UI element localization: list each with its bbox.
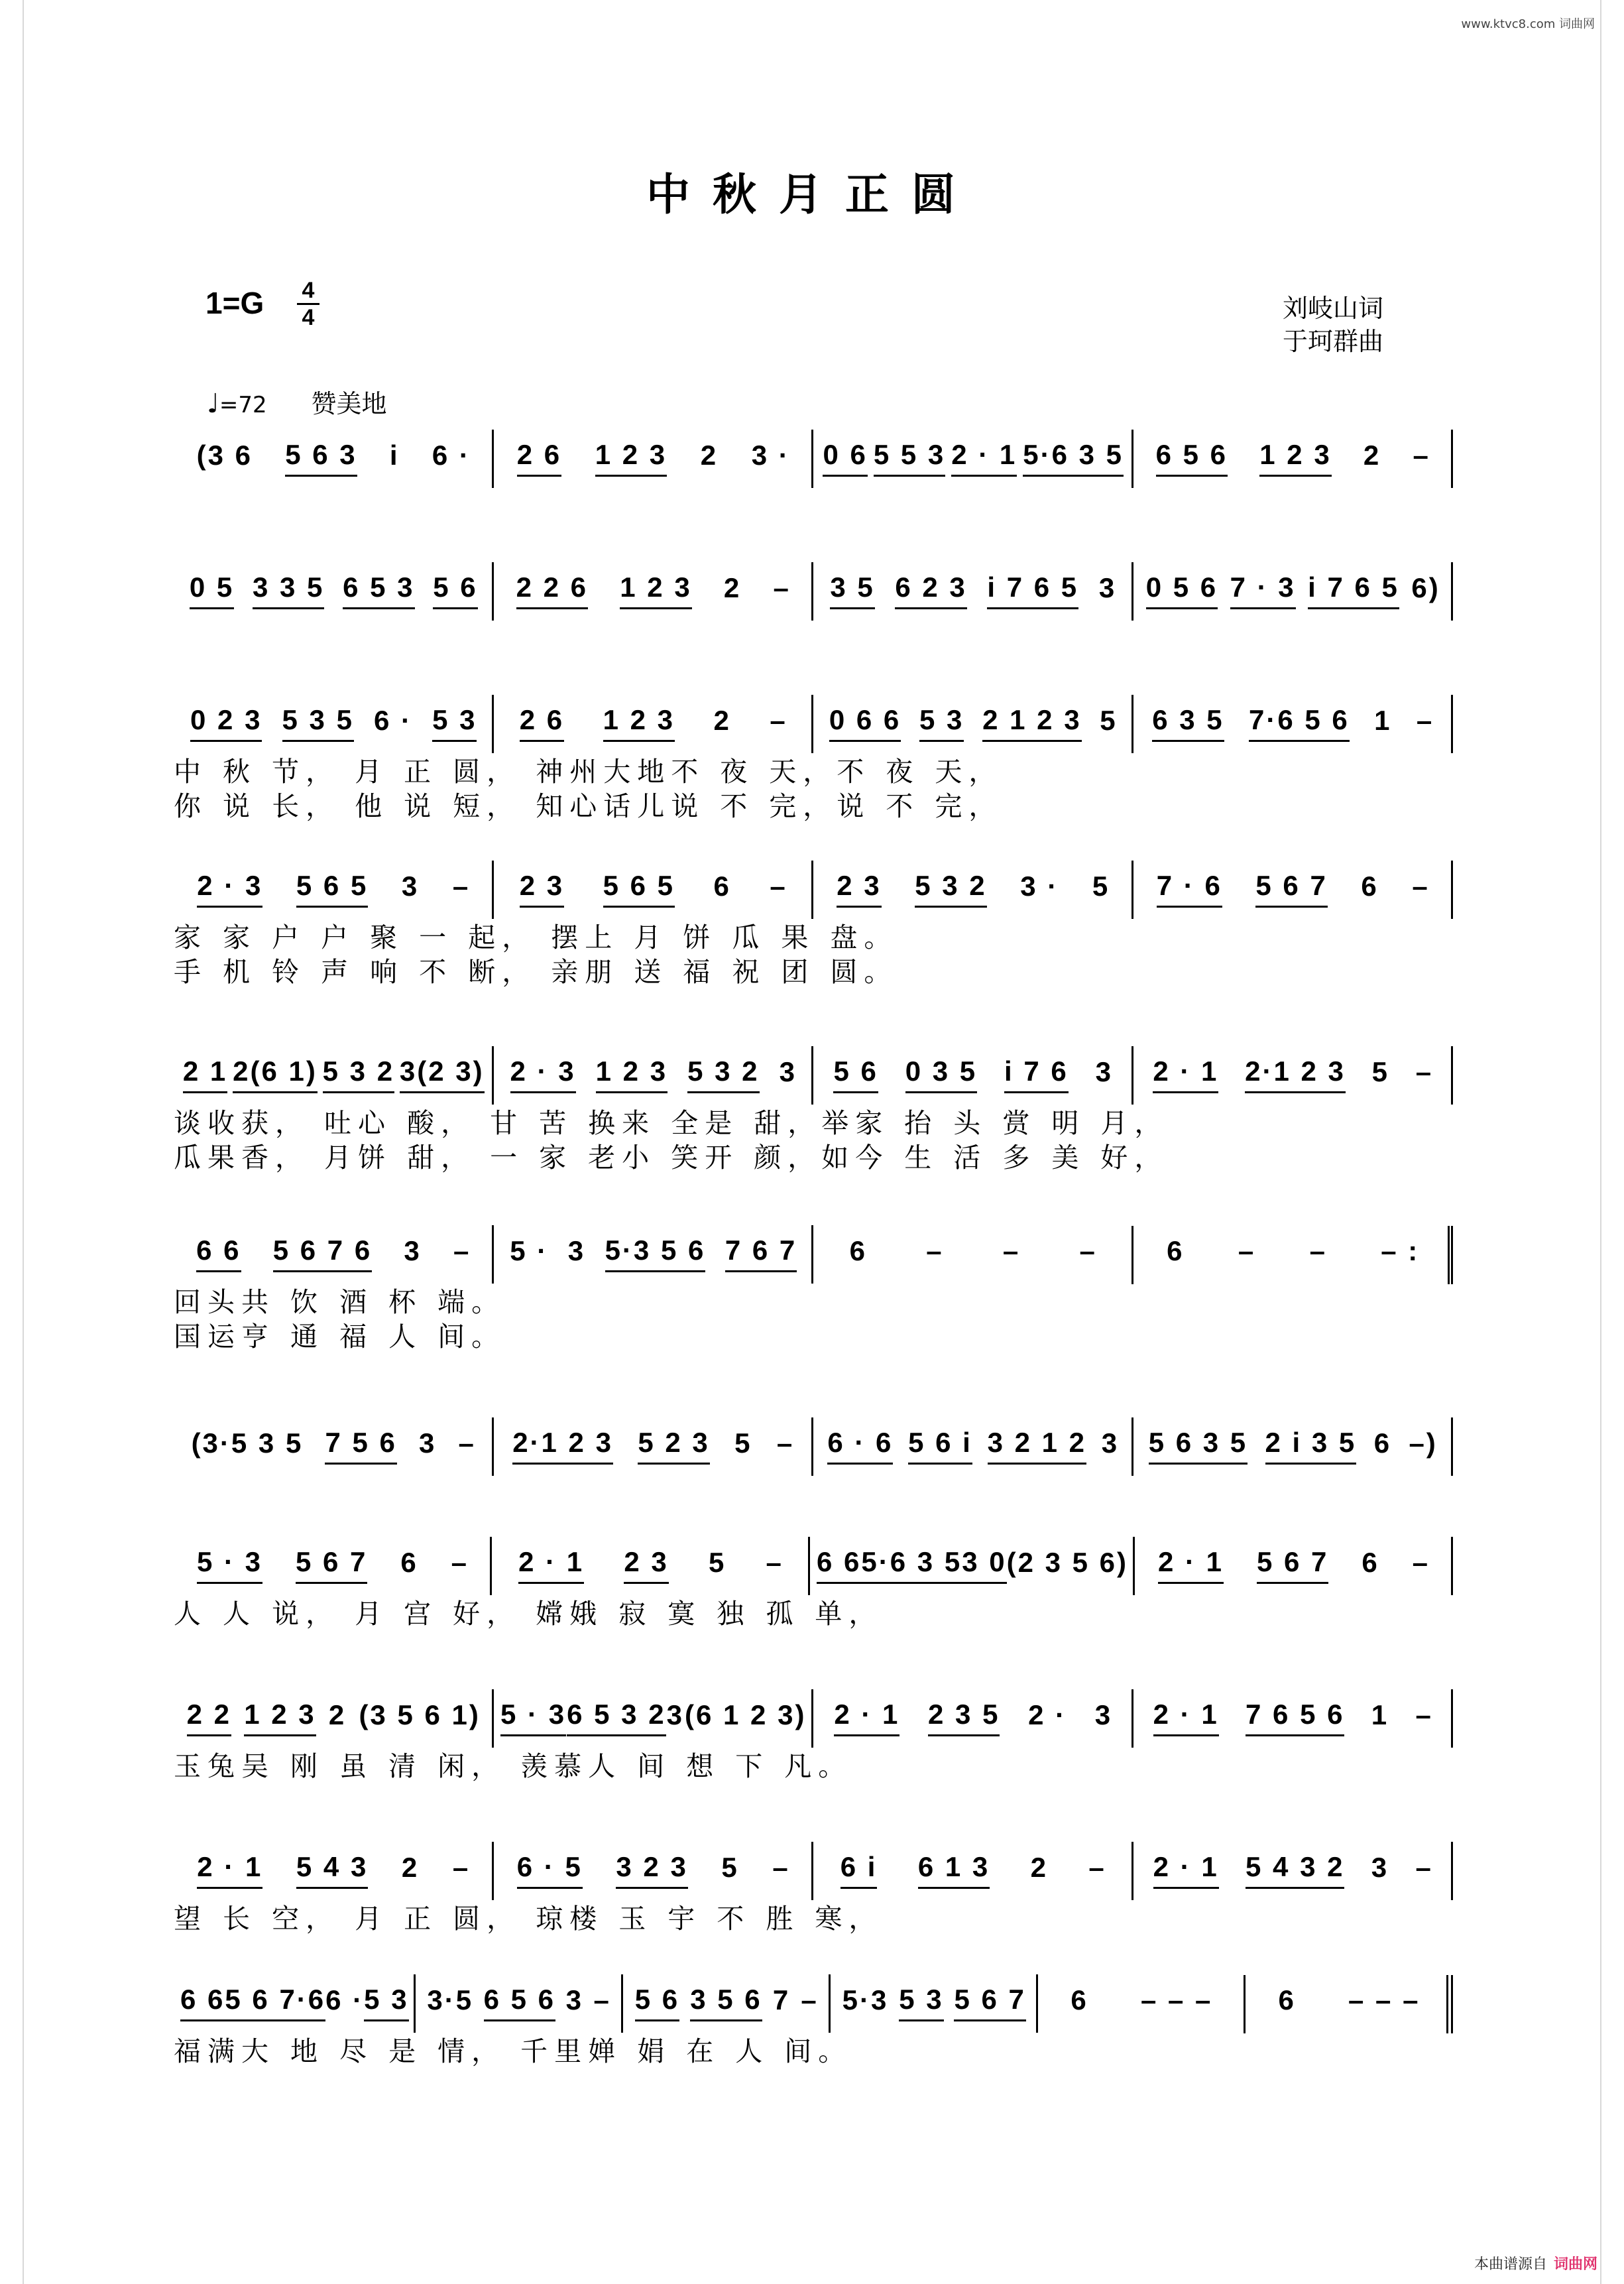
note-group: 5 3 [899,1984,943,2021]
measure [813,571,1133,609]
tempo-marking [207,383,386,420]
note-group: 3 [1098,572,1117,603]
note-group: 5 6 7 [954,1984,1025,2021]
note-group: 0 6 [823,439,867,477]
right-margin-strip [1600,0,1624,2284]
site-watermark-top[interactable]: www.ktvc8.com 词曲网 [1461,17,1595,31]
note-group: 5 · 3 [500,1699,566,1736]
note-group: – [926,1235,944,1266]
note-group: 2 [401,1852,420,1883]
expression-marking: 赞美地 [311,389,387,418]
note-group: – [1412,1547,1430,1578]
note-group: 6 i [841,1851,878,1889]
note-group: 3 5 6 [690,1984,762,2021]
note-group: 2 [700,440,719,471]
measure [494,704,814,742]
note-group: 6 6 [196,1234,241,1272]
note-group: i [389,440,400,471]
note-group: 3 [404,1235,422,1266]
score-system [174,1233,1453,1354]
note-group: 2 [1363,440,1381,471]
note-group: – [458,1427,476,1459]
note-group: i 7 6 [1004,1055,1069,1093]
note-group: 6 · 6 [827,1427,893,1465]
note-group: 3 · [751,440,790,471]
note-group: 2 1 [183,1055,227,1093]
note-group: 5 6 [433,571,477,609]
note-group: 5 3 [364,1984,408,2021]
lyric-line: 望 长 空， 月 正 圆， 琼楼 玉 宇 不 胜 寒， [174,1903,883,1935]
note-group: 3 [1371,1852,1389,1883]
note-group: 2 6 [520,704,564,742]
note-group: 2 6 [517,439,561,477]
note-group: 3 [666,1699,684,1730]
note-group: 2 3 [624,1546,668,1584]
note-group: 6 · [432,440,471,471]
note-group: 6 5 6 [484,1984,555,2021]
note-group: – [451,1547,469,1578]
tempo-value: =72 [219,392,267,418]
note-group: 2 1 2 3 [982,704,1081,742]
note-group: (3·5 3 5 [191,1427,304,1459]
note-group: – [1309,1235,1327,1266]
notation-row [174,1697,1453,1737]
note-group: – [453,1235,471,1266]
note-group: 3 [419,1427,437,1459]
notation-row [174,1982,1453,2022]
note-group: 6 5 3 [343,571,414,609]
note-group: 2 · 1 [1153,1699,1219,1736]
site-brand[interactable]: 词曲网 [1553,2256,1597,2273]
note-group: 5 3 2 [323,1055,394,1093]
notation-row [174,1850,1453,1890]
note-group: 3 [401,871,420,902]
note-group: 5·3 [842,1984,889,2015]
measure [1133,1851,1454,1889]
note-group: – [776,1427,795,1459]
note-group: 5 [1371,1056,1389,1087]
note-group: 7·6 5 6 [1249,704,1350,742]
note-group: 5 · 3 [197,1546,262,1584]
note-group: 5 [734,1427,752,1459]
note-group: 6 [1167,1235,1185,1266]
note-group: 2·1 2 3 [1245,1055,1346,1093]
note-group: 5 6 7 [1255,870,1327,908]
note-group: i 7 6 5 [1308,571,1399,609]
note-group: – [1238,1235,1256,1266]
lyric-line: 手 机 铃 声 响 不 断， 亲朋 送 福 祝 团 圆。 [174,956,898,988]
measure [831,1984,1038,2021]
note-group: 5 3 2 [687,1055,759,1093]
note-group: 3 2 1 2 [988,1427,1086,1465]
note-group: 3 2 3 [616,1851,687,1889]
note-group: i 7 6 5 [987,571,1078,609]
note-group: 5 6 7 [1257,1546,1328,1584]
time-signature-bottom: 4 [302,305,315,330]
measure [174,1851,494,1889]
note-group: 3 · [1020,871,1059,902]
note-group: 1 2 3 [596,1055,667,1093]
note-group: 2 [713,705,731,736]
note-group: 5 6 3 [285,439,357,477]
note-group: 5 6 [833,1055,878,1093]
note-group: 3 [567,1235,586,1266]
note-group: 2 i 3 5 [1265,1427,1357,1465]
note-group: – [1415,1852,1433,1883]
note-group: – [770,871,787,902]
note-group: 1 2 3 [595,439,667,477]
score-system [174,438,1453,477]
note-group: 3 [1101,1427,1120,1459]
note-group: 1 2 3 [244,1699,316,1736]
note-group: 7 6 7 [725,1234,797,1272]
note-group: 2 · 1 [518,1546,584,1584]
note-group: 6 [849,1235,867,1266]
quarter-note-icon: ♩ [207,389,219,419]
note-group: 3 [565,1984,583,2015]
measure [813,1055,1133,1093]
note-group: 6 5 3 2 [567,1699,666,1736]
measure [1133,1427,1454,1465]
lyrics-block [174,754,1453,823]
lyrics-block [174,1749,1453,1783]
measure [813,870,1133,908]
note-group: 5 6 i [908,1427,972,1465]
note-group: 5 [721,1852,739,1883]
measure [1246,1984,1453,2020]
measure [174,1984,416,2021]
score-system [174,570,1453,610]
score-system [174,1425,1453,1465]
note-group: 6 5 6 [1156,439,1228,477]
note-group: 5 6 3 5 [1149,1427,1247,1465]
lyric-line: 谈收获， 吐心 酸， 甘 苦 换来 全是 甜，举家 抬 头 赏 明 月， [174,1107,1169,1139]
measure [492,1546,810,1584]
note-group: 5 4 3 [296,1851,368,1889]
note-group: 1 [1374,705,1392,736]
measure [813,439,1133,477]
source-note: 本曲谱源自 [1474,2256,1547,2273]
note-group: 7 · 3 [1230,571,1296,609]
score-system [174,1850,1453,1936]
note-group: 2 [723,572,742,603]
lyric-line: 人 人 说， 月 宫 好， 嫦娥 寂 寞 独 孤 单， [174,1598,883,1630]
measure [494,1699,814,1736]
note-group: 6 [1071,1984,1088,2015]
note-group: 3 3 5 [253,571,324,609]
note-group: 2 [328,1699,347,1730]
note-group: 2(6 1) [233,1055,318,1093]
measure [494,1055,814,1093]
measure [174,1234,494,1272]
note-group: 2 · 3 [510,1055,576,1093]
note-group: 5 6 5 [296,870,368,908]
song-title: 中秋月正圆 [646,168,978,220]
measure [494,1851,814,1889]
notation-row [174,1233,1453,1273]
note-group: – [1413,440,1430,471]
note-group: – [452,871,471,902]
note-group: 5 5 3 [874,439,945,477]
lyricist-credit: 刘岐山词 [1283,294,1384,323]
left-margin-strip [0,0,24,2284]
lyric-line: 瓜果香， 月饼 甜， 一 家 老小 笑开 颜，如今 生 活 多 美 好， [174,1142,1169,1173]
note-group: 2 · 1 [834,1699,899,1736]
note-group: 6) [1411,572,1440,603]
lyric-line: 你 说 长， 他 说 短， 知心话儿说 不 完，说 不 完， [174,790,1003,822]
note-group: 7 [772,1984,791,2015]
note-group: 1 2 3 [603,704,675,742]
measure [416,1984,623,2021]
note-group: 2 3 [520,870,564,908]
note-group: 6 1 3 [918,1851,990,1889]
lyric-line: 玉兔吴 刚 虽 清 闲， 羡慕人 间 想 下 凡。 [174,1750,852,1782]
note-group: –) [1409,1427,1438,1459]
note-group: 6 [713,871,731,902]
note-group: 2 · 3 [197,870,262,908]
score-system [174,869,1453,989]
note-group: 5 · [510,1235,549,1266]
note-group: 3(2 3) [400,1055,485,1093]
note-group: 3 [1094,1699,1113,1730]
note-group: 6 · 5 [517,1851,583,1889]
note-group: 6 6 [817,1546,861,1584]
measure [1133,439,1454,477]
measure [494,870,814,908]
measure [174,704,494,742]
note-group: – [1079,1235,1097,1266]
note-group: 6 6 [180,1984,225,2021]
measure [1133,1055,1454,1093]
key-signature: 1=G [205,286,264,320]
note-group: 1 [1371,1699,1389,1730]
note-group: 2 · [1028,1699,1067,1730]
note-group: 2 · 1 [1153,1055,1218,1093]
note-group: 2·1 2 3 [512,1427,613,1465]
measure [813,704,1133,742]
score-system [174,1697,1453,1783]
measure [494,1234,814,1272]
measure [1133,571,1454,609]
notation-row [174,570,1453,610]
measure [1135,1546,1453,1584]
lyrics-block [174,2034,1453,2069]
note-group: – [1412,871,1430,902]
note-group: 2 · 1 [197,1851,262,1889]
note-group: 5 [1100,705,1118,736]
measure [1133,870,1454,908]
note-group: 0 2 3 [190,704,262,742]
note-group: 5 6 7 [296,1546,367,1584]
measure [1133,1235,1454,1271]
lyric-line: 回头共 饮 酒 杯 端。 [174,1286,506,1318]
note-group: – [1088,1852,1106,1883]
time-signature-top: 4 [302,278,315,303]
note-group: 0 3 5 [905,1055,977,1093]
lyrics-block [174,1106,1453,1175]
notation-row [174,438,1453,477]
note-group: 2 · 1 [1158,1546,1224,1584]
note-group: 0 5 6 [1146,571,1218,609]
note-group: – [772,1852,790,1883]
measure [623,1984,831,2021]
note-group: – – – [1348,1984,1421,2015]
lyrics-block [174,1901,1453,1936]
measure [813,1699,1133,1736]
note-group: – [1416,705,1434,736]
measure [1133,1699,1454,1736]
note-group: – [1002,1235,1021,1266]
note-group: – [770,705,787,736]
note-group: 3 0 [962,1546,1006,1584]
measure [1038,1984,1246,2020]
measure [813,1427,1133,1465]
credits [1283,292,1383,358]
note-group: – [801,1984,819,2015]
lyrics-block [174,920,1453,989]
notation-row [174,1054,1453,1094]
note-group: 2 · 1 [951,439,1017,477]
note-group: 5 3 [919,704,964,742]
notation-row [174,703,1453,743]
note-group: – [766,1547,783,1578]
note-group: 5 6 7·6 [225,1984,325,2021]
note-group: 7 5 6 [325,1427,396,1465]
note-group: 2 2 6 [516,571,588,609]
note-group: 6 [1373,1427,1392,1459]
note-group: 5·3 5 6 [605,1234,706,1272]
lyrics-block [174,1596,1453,1631]
lyric-line: 国运亨 通 福 人 间。 [174,1321,506,1352]
score-system [174,1545,1453,1631]
measure [174,1699,494,1736]
notation-row [174,1545,1453,1585]
note-group: 6 · [325,1984,365,2015]
note-group: 3 [779,1056,797,1087]
lyric-line: 福满大 地 尽 是 情， 千里婵 娟 在 人 间。 [174,2035,852,2067]
notation-row [174,1425,1453,1465]
time-signature [297,278,319,330]
note-group: (3 5 6 1) [359,1699,481,1730]
note-group: 6 2 3 [895,571,966,609]
note-group: 6 [1362,1547,1379,1578]
note-group: 2 [1030,1852,1048,1883]
note-group: 0 6 6 [829,704,901,742]
note-group: 6 · [374,705,413,736]
note-group: 7 6 5 6 [1246,1699,1344,1736]
note-group: 3 [1095,1056,1114,1087]
note-group: – [1415,1699,1433,1730]
lyric-line: 中 秋 节， 月 正 圆， 神州大地不 夜 天，不 夜 天， [174,756,1003,788]
note-group: 5 [708,1547,726,1578]
note-group: 6 [1361,871,1379,902]
note-group: 0 5 [190,571,234,609]
note-group: 6 3 5 [1152,704,1224,742]
measure [174,439,494,477]
measure [174,571,494,609]
composer-credit: 于珂群曲 [1283,327,1384,356]
note-group: – [773,572,791,603]
note-group: 3·5 [427,1984,474,2015]
note-group: 5 6 7 6 [273,1234,372,1272]
note-group: (2 3 5 6) [1006,1547,1128,1578]
site-watermark-bottom[interactable] [1474,2253,1597,2273]
note-group: 1 2 3 [1259,439,1331,477]
note-group: (6 1 2 3) [685,1699,807,1730]
note-group: 5 3 [432,704,477,742]
measure [174,1055,494,1093]
note-group: – [452,1852,471,1883]
note-group: 5·6 3 5 [861,1546,962,1584]
measure [494,439,814,477]
measure [813,1851,1133,1889]
note-group: 2 · 1 [1153,1851,1219,1889]
measure [174,1546,492,1584]
note-group: 5 4 3 2 [1246,1851,1344,1889]
note-group: (3 6 [196,440,253,471]
note-group: 7 · 6 [1157,870,1222,908]
note-group: 5 [1092,871,1110,902]
note-group: 6 [400,1547,418,1578]
measure [174,1427,494,1465]
note-group: 2 2 [187,1699,231,1736]
measure [810,1546,1135,1584]
note-group: – – – [1140,1984,1213,2015]
note-group: 5·6 3 5 [1023,439,1124,477]
note-group: 1 2 3 [620,571,691,609]
note-group: 5 3 2 [915,870,986,908]
measure [813,1235,1133,1271]
note-group: – [1415,1056,1434,1087]
measure [174,870,494,908]
note-group: – [593,1984,611,2015]
note-group: 3 5 [830,571,874,609]
note-group: 6 [1278,1984,1296,2015]
measure [1133,704,1454,742]
note-group: 5 2 3 [638,1427,709,1465]
note-group: 2 3 5 [928,1699,1000,1736]
lyrics-block [174,1285,1453,1354]
score-system [174,1982,1453,2069]
note-group: – : [1381,1235,1420,1266]
notation-row [174,869,1453,908]
note-group: 2 3 [837,870,881,908]
note-group: 5 6 5 [603,870,675,908]
lyric-line: 家 家 户 户 聚 一 起， 摆上 月 饼 瓜 果 盘。 [174,922,898,953]
note-group: 5 3 5 [282,704,354,742]
measure [494,571,814,609]
score-system [174,703,1453,823]
note-group: 5 6 [635,1984,679,2021]
score-system [174,1054,1453,1175]
measure [494,1427,814,1465]
